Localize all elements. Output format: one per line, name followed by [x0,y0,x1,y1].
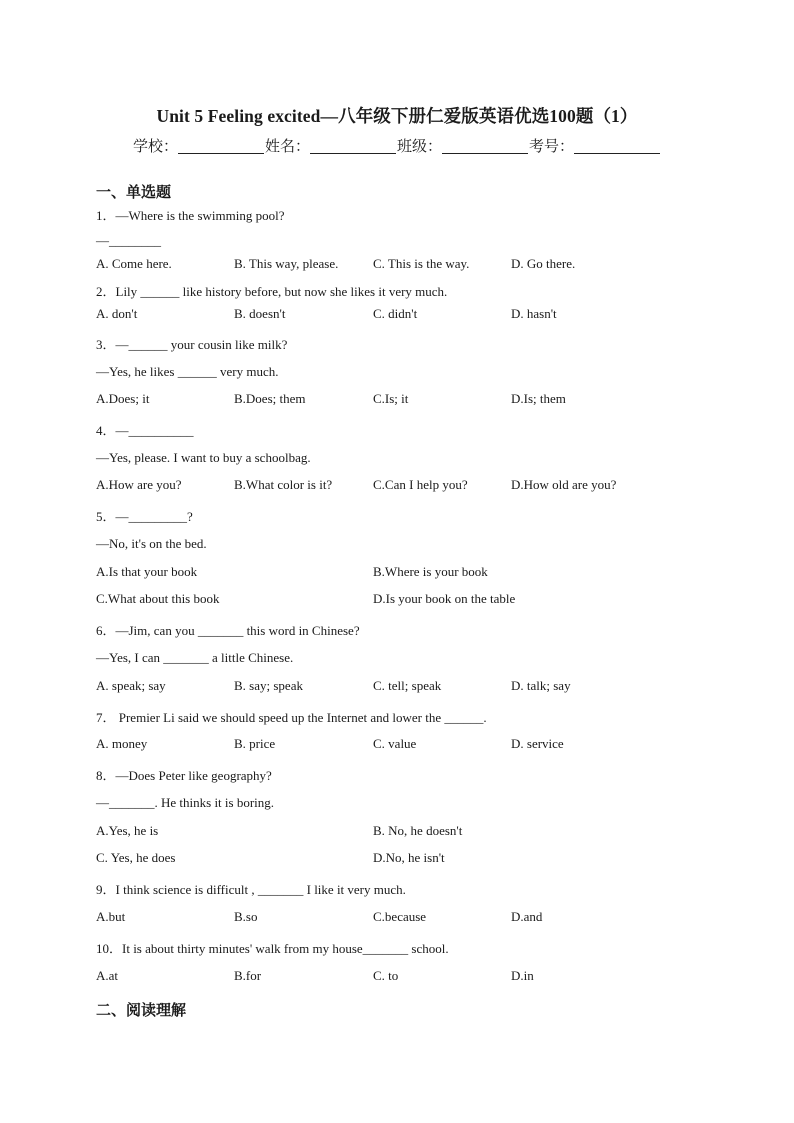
question-1-option-b[interactable]: B. This way, please. [234,256,339,271]
question-4-line-2: —Yes, please. I want to buy a schoolbag. [96,450,311,465]
question-10-option-a[interactable]: A.at [96,968,119,983]
section-heading-single-choice: 一、单选题 [96,183,172,201]
exam-number-blank[interactable] [574,138,660,154]
section-heading-reading: 二、阅读理解 [96,1001,187,1019]
question-8-line-2: —_______. He thinks it is boring. [96,795,275,810]
question-5-option-b[interactable]: B.Where is your book [373,564,488,579]
question-4-option-c[interactable]: C.Can I help you? [373,477,468,492]
question-1-option-c[interactable]: C. This is the way. [373,256,470,271]
school-label: 学校： [132,139,178,155]
question-1-stem: 1．—Where is the swimming pool? [96,208,285,223]
question-1-option-a[interactable]: A. Come here. [96,256,172,271]
question-10-option-b[interactable]: B.for [234,968,262,983]
question-1-option-d[interactable]: D. Go there. [511,256,576,271]
question-5-option-a[interactable]: A.Is that your book [96,564,198,579]
question-3-line-2: —Yes, he likes ______ very much. [96,364,279,379]
question-9-stem: 9．I think science is difficult , _______ I like it very much. [96,882,406,897]
question-4-stem: 4．—__________ [96,423,194,438]
question-10-stem: 10．It is about thirty minutes' walk from my house_______ school. [96,941,449,956]
question-10-option-c[interactable]: C. to [373,968,399,983]
question-2-option-b[interactable]: B. doesn't [234,306,286,321]
question-6-stem: 6．—Jim, can you _______ this word in Chinese? [96,623,360,638]
question-6-option-d[interactable]: D. talk; say [511,678,571,693]
question-6-option-b[interactable]: B. say; speak [234,678,303,693]
question-4-option-d[interactable]: D.How old are you? [511,477,617,492]
question-1-line-2: —________ [96,233,161,248]
question-3-option-b[interactable]: B.Does; them [234,391,306,406]
question-7-option-a[interactable]: A. money [96,736,148,751]
question-4-option-b[interactable]: B.What color is it? [234,477,333,492]
question-8-option-a[interactable]: A.Yes, he is [96,823,159,838]
question-3-option-a[interactable]: A.Does; it [96,391,150,406]
question-7-stem: 7． Premier Li said we should speed up the Internet and lower the ______. [96,710,487,725]
question-2-option-c[interactable]: C. didn't [373,306,418,321]
question-8-option-b[interactable]: B. No, he doesn't [373,823,463,838]
name-label: 姓名： [264,139,310,155]
question-7-option-b[interactable]: B. price [234,736,276,751]
question-5-stem: 5．—_________? [96,509,193,524]
question-2-option-d[interactable]: D. hasn't [511,306,557,321]
question-9-option-c[interactable]: C.because [373,909,427,924]
question-3-option-c[interactable]: C.Is; it [373,391,409,406]
question-9-option-a[interactable]: A.but [96,909,126,924]
question-5-option-c[interactable]: C.What about this book [96,591,220,606]
exam-number-label: 考号： [529,139,575,155]
question-4-option-a[interactable]: A.How are you? [96,477,182,492]
question-7-option-d[interactable]: D. service [511,736,564,751]
question-6-option-c[interactable]: C. tell; speak [373,678,442,693]
question-8-option-c[interactable]: C. Yes, he does [96,850,176,865]
school-blank[interactable] [178,138,264,154]
question-3-option-d[interactable]: D.Is; them [511,391,566,406]
question-3-stem: 3．—______ your cousin like milk? [96,337,288,352]
question-6-line-2: —Yes, I can _______ a little Chinese. [96,650,294,665]
question-10-option-d[interactable]: D.in [511,968,534,983]
question-7-option-c[interactable]: C. value [373,736,417,751]
question-9-option-d[interactable]: D.and [511,909,543,924]
class-blank[interactable] [442,138,528,154]
question-2-stem: 2．Lily ______ like history before, but now she likes it very much. [96,284,448,299]
document-title: Unit 5 Feeling excited—八年级下册仁爱版英语优选100题（1） [156,106,638,126]
question-8-option-d[interactable]: D.No, he isn't [373,850,445,865]
question-5-line-2: —No, it's on the bed. [96,536,207,551]
question-2-option-a[interactable]: A. don't [96,306,138,321]
name-blank[interactable] [310,138,396,154]
class-label: 班级： [397,139,443,155]
question-8-stem: 8．—Does Peter like geography? [96,768,272,783]
question-5-option-d[interactable]: D.Is your book on the table [373,591,516,606]
question-9-option-b[interactable]: B.so [234,909,258,924]
question-6-option-a[interactable]: A. speak; say [96,678,166,693]
student-info-row [0,135,794,156]
